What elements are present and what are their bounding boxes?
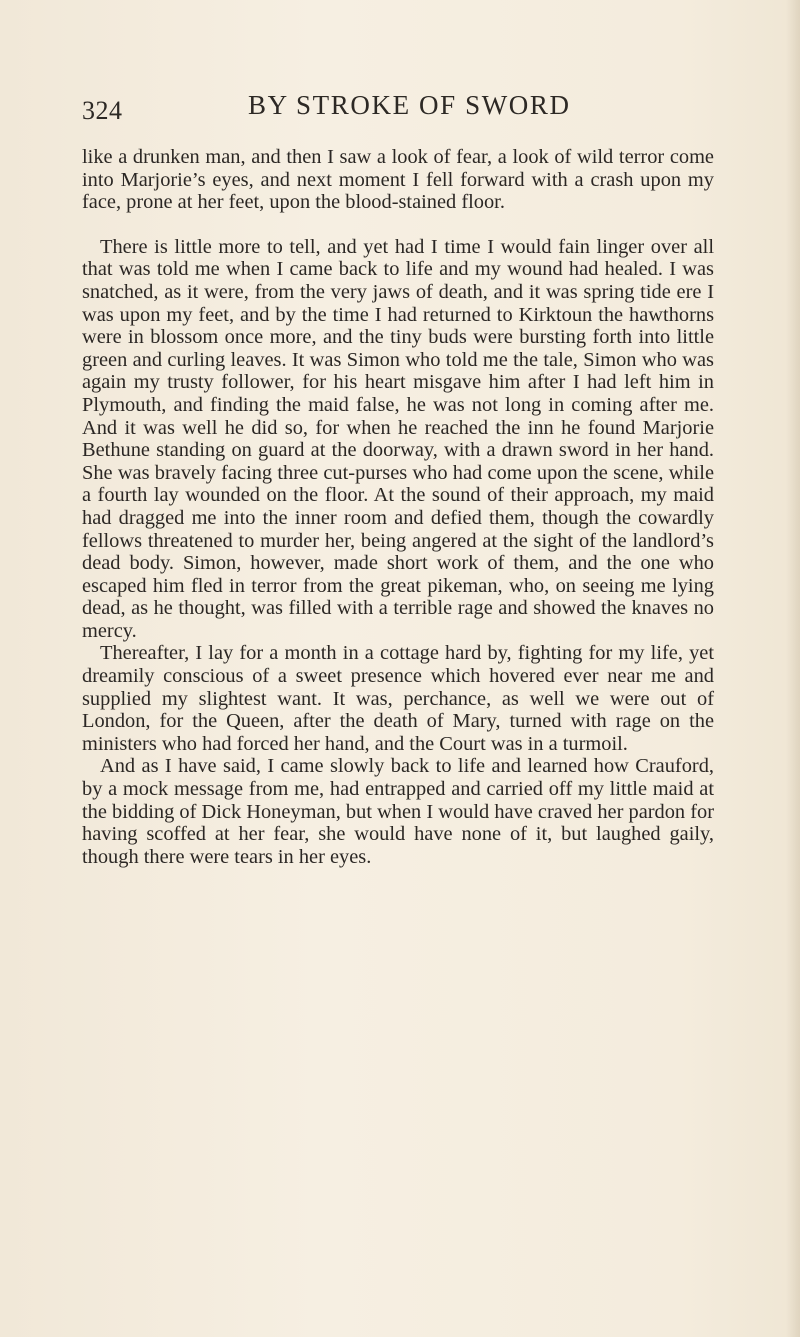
paragraph: And as I have said, I came slowly back to life and learned how Crauford, by a mock message from me, had entrapped and carried off my little maid at the bidding of Dick Honeyman, but when I would have craved her pardon for having scoffed at her fear, she would have none of it, but laughed gaily, though there were tears in her eyes. [82,755,714,868]
page-edge-shadow [786,0,800,1337]
paragraph: like a drunken man, and then I saw a look of fear, a look of wild terror come into Marjorie’s eyes, and next moment I fell forward with a crash upon my face, prone at her feet, upon the blood-stained floor. [82,146,714,214]
body-text [82,146,714,868]
paragraph: Thereafter, I lay for a month in a cottage hard by, fighting for my life, yet dreamily conscious of a sweet presence which hovered ever near me and supplied my slightest want. It was, perchance, as well we were out of London, for the Queen, after the death of Mary, turned with rage on the ministers who had forced her hand, and the Court was in a turmoil. [82,642,714,755]
page-number: 324 [82,96,123,125]
running-title: BY STROKE OF SWORD [248,90,571,120]
page-header [82,90,722,130]
paragraph: There is little more to tell, and yet had I time I would fain linger over all that was told me when I came back to life and my wound had healed. I was snatched, as it were, from the very jaws of death, and it was spring tide ere I was upon my feet, and by the time I had returned to Kirktoun the hawthorns were in blossom once more, and the tiny buds were bursting forth into little green and curling leaves. It was Simon who told me the tale, Simon who was again my trusty follower, for his heart misgave him after I had left him in Plymouth, and finding the maid false, he was not long in coming after me. And it was well he did so, for when he reached the inn he found Marjorie Bethune standing on guard at the doorway, with a drawn sword in her hand. She was bravely facing three cut-purses who had come upon the scene, while a fourth lay wounded on the floor. At the sound of their approach, my maid had dragged me into the inner room and defied them, though the cowardly fellows threatened to murder her, being angered at the sight of the landlord’s dead body. Simon, however, made short work of them, and the one who escaped him fled in terror from the great pikeman, who, on seeing me lying dead, as he thought, was filled with a terrible rage and showed the knaves no mercy. [82,235,714,642]
